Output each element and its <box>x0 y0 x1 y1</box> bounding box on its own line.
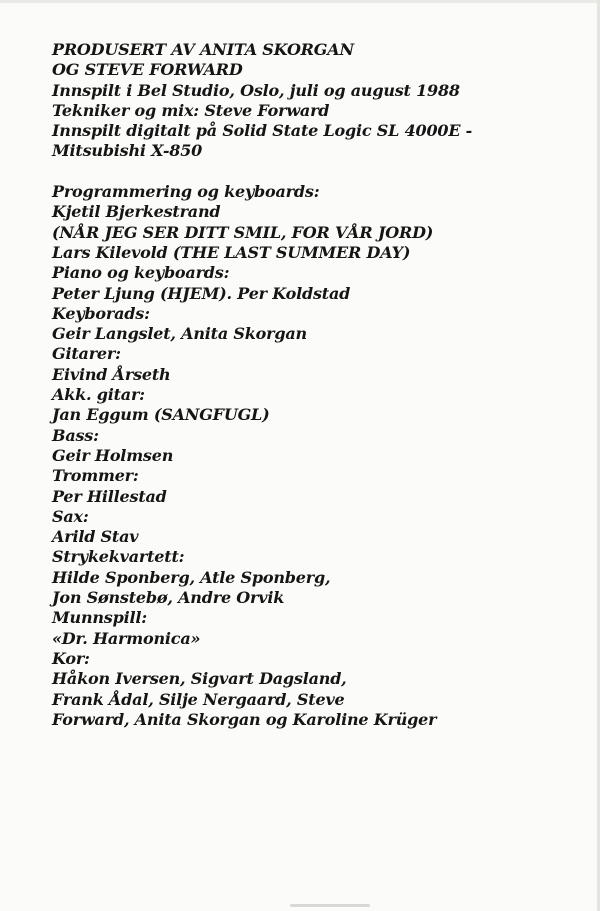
credit-line: Piano og keyboards: <box>52 263 230 283</box>
credit-line: Frank Ådal, Silje Nergaard, Steve <box>52 689 345 709</box>
credit-line: Lars Kilevold (THE LAST SUMMER DAY) <box>52 242 411 262</box>
credit-line: Innspilt i Bel Studio, Oslo, juli og august 1988 <box>52 80 460 100</box>
credit-line: Eivind Årseth <box>52 364 171 384</box>
credit-line: Tekniker og mix: Steve Forward <box>52 100 330 120</box>
credit-line: Programmering og keyboards: <box>52 182 320 202</box>
credit-line: OG STEVE FORWARD <box>52 60 243 80</box>
paper-scuff-mark <box>290 904 370 907</box>
credit-line: Innspilt digitalt på Solid State Logic SL 4000E - <box>52 121 473 141</box>
musicians-block <box>52 182 592 730</box>
credit-line: Mitsubishi X-850 <box>52 141 203 161</box>
credit-line: Akk. gitar: <box>52 385 145 405</box>
credit-line: Geir Langslet, Anita Skorgan <box>52 324 307 344</box>
credit-line: Sax: <box>52 506 89 526</box>
credit-line: (NÅR JEG SER DITT SMIL, FOR VÅR JORD) <box>52 222 434 242</box>
credit-line: Geir Holmsen <box>52 445 174 465</box>
credit-line: Jan Eggum (SANGFUGL) <box>52 405 270 425</box>
section-spacer <box>52 162 592 182</box>
production-block <box>52 40 592 162</box>
credit-line: Jon Sønstebø, Andre Orvik <box>52 588 285 608</box>
credits-text <box>52 40 592 730</box>
credit-line: Peter Ljung (HJEM). Per Koldstad <box>52 283 351 303</box>
credit-line: Strykekvartett: <box>52 547 185 567</box>
credit-line: Kjetil Bjerkestrand <box>52 202 221 222</box>
credit-line: Arild Stav <box>52 527 139 547</box>
credit-line: Håkon Iversen, Sigvart Dagsland, <box>52 669 347 689</box>
credit-line: Kor: <box>52 648 90 668</box>
credit-line: Per Hillestad <box>52 486 167 506</box>
credit-line: Forward, Anita Skorgan og Karoline Krüger <box>52 709 437 729</box>
credit-line: PRODUSERT AV ANITA SKORGAN <box>52 40 354 59</box>
credit-line: «Dr. Harmonica» <box>52 628 201 648</box>
credit-line: Hilde Sponberg, Atle Sponberg, <box>52 567 331 587</box>
credit-line: Keyborads: <box>52 303 150 323</box>
paper-edge-top <box>0 0 600 3</box>
credit-line: Trommer: <box>52 466 139 486</box>
credit-line: Gitarer: <box>52 344 121 364</box>
credit-line: Bass: <box>52 425 99 445</box>
credit-line: Munnspill: <box>52 608 147 628</box>
